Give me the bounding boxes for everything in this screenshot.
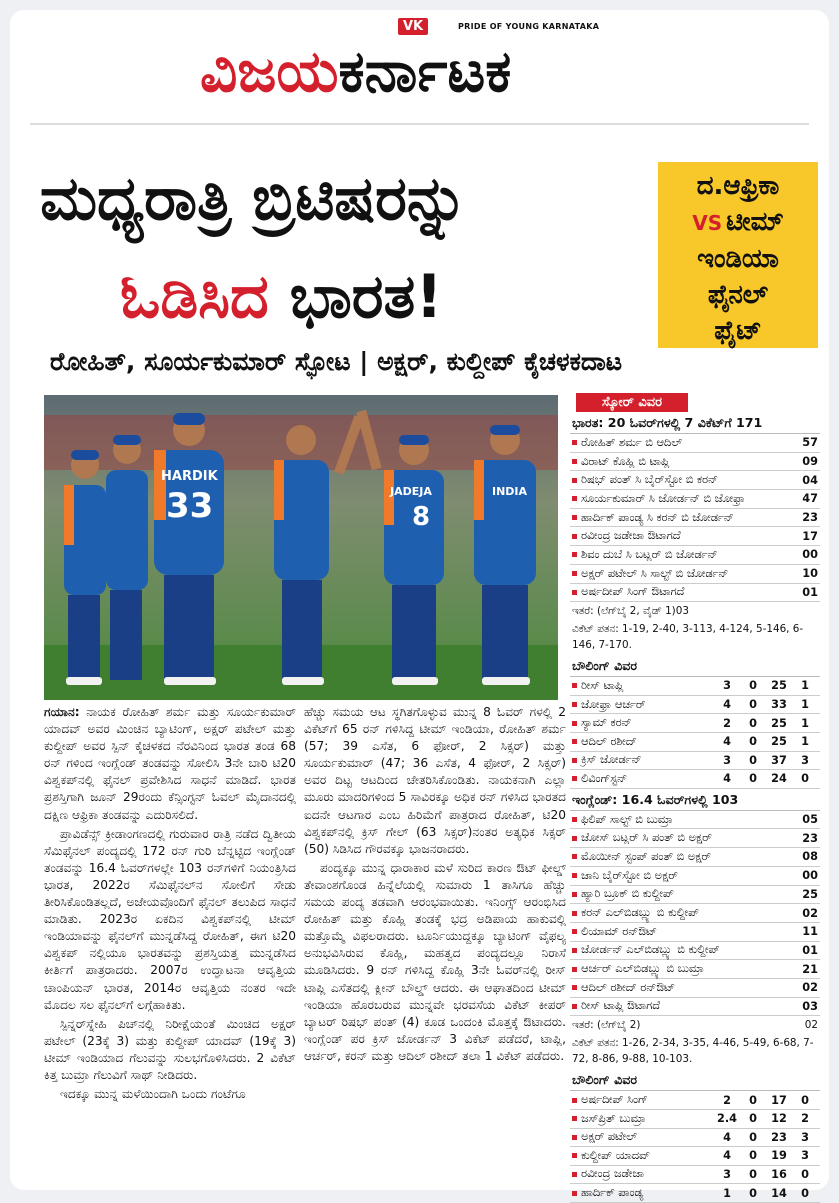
vk-badge: VK <box>398 18 428 35</box>
runs-conceded: 23 <box>771 1130 787 1144</box>
india-innings-heading <box>570 412 820 434</box>
final-box-team-2-line <box>658 204 818 241</box>
bowling-row <box>570 1129 820 1148</box>
maidens: 0 <box>749 716 757 730</box>
bowler-name: ಆದಿಲ್ ರಶೀದ್ <box>572 735 714 749</box>
india-bowling-list <box>570 1091 820 1203</box>
masthead <box>10 10 829 125</box>
wickets: 1 <box>801 735 809 749</box>
runs-conceded: 19 <box>771 1149 787 1163</box>
bowler-name: ಜೋಫ್ರಾ ಆರ್ಚರ್ <box>572 698 714 712</box>
england-fall-of-wickets: ವಿಕೆಟ್ ಪತನ: 1-26, 2-34, 3-35, 4-46, 5-49, 6-68, 7-72, 8-86, 9-88, 10-103. <box>572 1037 814 1066</box>
india-fall-of-wickets: ವಿಕೆಟ್ ಪತನ: 1-19, 2-40, 3-113, 4-124, 5-146, 6-146, 7-170. <box>572 623 804 652</box>
bowling-row <box>570 677 820 696</box>
batter-runs: 02 <box>802 981 818 995</box>
overs: 4 <box>723 772 731 786</box>
maidens: 0 <box>749 753 757 767</box>
wickets: 1 <box>801 679 809 693</box>
batter-name: ರಿಷಭ್ ಪಂತ್ ಸಿ ಬೈರ್‌ಸ್ಟೋ ಬಿ ಕರನ್ <box>572 473 718 487</box>
batter-runs: 00 <box>802 869 818 883</box>
england-bowling-heading: ಬೌಲಿಂಗ್ ವಿವರ <box>570 654 820 677</box>
batting-row <box>570 527 820 546</box>
batter-runs: 23 <box>802 511 818 525</box>
final-fight-box <box>658 162 818 348</box>
maidens: 0 <box>749 679 757 693</box>
batting-row <box>570 886 820 905</box>
bowling-row <box>570 714 820 733</box>
batting-row <box>570 960 820 979</box>
bowler-name: ಹಾರ್ದಿಕ್ ಪಾಂಡ್ಯ <box>572 1186 714 1200</box>
article-column-1 <box>44 704 296 1105</box>
overs: 2 <box>723 716 731 730</box>
batter-name: ಆರ್ಚರ್ ಎಲ್‌ಬಿಡಬ್ಲ್ಯು ಬಿ ಬುಮ್ರಾ <box>572 962 704 976</box>
wickets: 3 <box>801 1149 809 1163</box>
batting-row <box>570 923 820 942</box>
bowling-row <box>570 733 820 752</box>
batting-row <box>570 998 820 1017</box>
scorecard <box>570 393 820 1203</box>
batter-runs: 05 <box>802 813 818 827</box>
runs-conceded: 25 <box>771 716 787 730</box>
jersey-name-hardik: HARDIK <box>161 469 218 484</box>
overs: 4 <box>723 1130 731 1144</box>
bowling-row <box>570 1091 820 1110</box>
india-extras: ಇತರೆ: (ಲೆಗ್‌ಬೈ 2, ವೈಡ್ 1)03 <box>572 605 689 618</box>
england-bowling-list <box>570 677 820 789</box>
batter-runs: 09 <box>802 455 818 469</box>
bowler-name: ಲಿವಿಂಗ್‌ಸ್ಟನ್ <box>572 772 714 786</box>
runs-conceded: 16 <box>771 1167 787 1181</box>
batter-name: ಸೂರ್ಯಕುಮಾರ್ ಸಿ ಜೋರ್ಡನ್ ಬಿ ಜೋಫ್ರಾ <box>572 492 745 506</box>
article-paragraph: ಹೆಚ್ಚು ಸಮಯ ಆಟ ಸ್ಥಗಿತಗೊಳ್ಳುವ ಮುನ್ನ 8 ಓವರ್ ಗಳಲ್ಲಿ 2 ವಿಕೆಟ್‌ಗೆ 65 ರನ್ ಗಳಿಸಿದ್ದ ಟೀಮ್ ಇಂಡಿಯಾ, ರೋಹಿತ್ ಶರ್ಮ (57; 39 ಎಸೆತ, 6 ಫೋರ್, 2 ಸಿಕ್ಸರ್) ಮತ್ತು ಸೂರ್ಯಕುಮಾರ್ (47; 36 ಎಸೆತ, 4 ಫೋರ್, 2 ಸಿಕ್ಸರ್) ಅವರ ದಿಟ್ಟ ಆಟದಿಂದ ಚೇತರಿಸಿಕೊಂಡಿತು. ನಾಯಕನಾಗಿ ಎಲ್ಲಾ ಮೂರು ಮಾದರಿಗಳಿಂದ 5 ಸಾವಿರಕ್ಕೂ ಅಧಿಕ ರನ್ ಗಳಿಸಿದ ಭಾರತದ ಐದನೇ ಆಟಗಾರ ಎಂಬ ಹಿರಿಮೆಗೆ ಪಾತ್ರರಾದ ರೋಹಿತ್, ಟಿ20 ವಿಶ್ವಕಪ್‌ನಲ್ಲಿ ಕ್ರಿಸ್ ಗೇಲ್ (63 ಸಿಕ್ಸರ್)ನಂತರ ಅತ್ಯಧಿಕ ಸಿಕ್ಸರ್ (50) ಸಿಡಿಸಿದ ಗೌರವಕ್ಕೂ ಭಾಜನರಾದರು. <box>304 705 566 856</box>
wickets: 0 <box>801 1186 809 1200</box>
jersey-number-8: 8 <box>412 502 431 532</box>
batter-name: ರೋಹಿತ್ ಶರ್ಮ ಬಿ ಆದಿಲ್ <box>572 436 682 450</box>
batter-name: ಆದಿಲ್ ರಶೀದ್ ರನ್‌ಔಟ್ <box>572 981 675 995</box>
batter-name: ಅಕ್ಷರ್ ಪಟೇಲ್ ಸಿ ಸಾಲ್ಟ್ ಬಿ ಜೋರ್ಡನ್ <box>572 567 728 581</box>
england-extras <box>570 1016 820 1034</box>
vs-label: VS <box>692 211 723 235</box>
batter-name: ಹ್ಯಾರಿ ಬ್ರೂಕ್ ಬಿ ಕುಲ್ದೀಪ್ <box>572 887 674 901</box>
batting-row <box>570 471 820 490</box>
runs-conceded: 12 <box>771 1112 787 1126</box>
newspaper-page <box>10 10 829 1200</box>
england-extras-label: ಇತರೆ: (ಲೆಗ್‌ಬೈ 2) <box>572 1019 641 1032</box>
india-batting-list <box>570 434 820 602</box>
maidens: 0 <box>749 772 757 786</box>
maidens: 0 <box>749 1167 757 1181</box>
runs-conceded: 25 <box>771 679 787 693</box>
wickets: 2 <box>801 1112 809 1126</box>
overs: 3 <box>723 679 731 693</box>
final-box-final: ಫೈನಲ್ <box>707 280 769 310</box>
bowling-row <box>570 696 820 715</box>
batter-runs: 21 <box>802 962 818 976</box>
batter-name: ಶಿವಂ ದುಬೆ ಸಿ ಬಟ್ಲರ್ ಬಿ ಜೋರ್ಡನ್ <box>572 548 718 562</box>
runs-conceded: 24 <box>771 772 787 786</box>
overs: 4 <box>723 698 731 712</box>
overs: 3 <box>723 1167 731 1181</box>
batting-row <box>570 509 820 528</box>
batting-row <box>570 565 820 584</box>
batter-runs: 47 <box>802 492 818 506</box>
bowler-name: ಜಸ್‌ಪ್ರಿತ್ ಬುಮ್ರಾ <box>572 1112 714 1126</box>
runs-conceded: 25 <box>771 735 787 749</box>
logo-part-1: ವಿಜಯ <box>200 37 339 105</box>
batter-name: ಹಾರ್ದಿಕ್ ಪಾಂಡ್ಯ ಸಿ ಕರನ್ ಬಿ ಜೋರ್ಡನ್ <box>572 511 734 525</box>
maidens: 0 <box>749 1112 757 1126</box>
batter-runs: 01 <box>802 943 818 957</box>
bowling-row <box>570 770 820 789</box>
runs-conceded: 37 <box>771 753 787 767</box>
team-celebration-photo <box>44 395 558 700</box>
final-box-team-2: ಟೀಮ್ <box>726 207 784 237</box>
article-paragraph <box>44 704 296 824</box>
bowler-name: ಅಕ್ಷರ್ ಪಟೇಲ್ <box>572 1130 714 1144</box>
headline-line-2 <box>120 258 650 336</box>
batter-runs: 57 <box>802 436 818 450</box>
batter-runs: 23 <box>802 831 818 845</box>
batter-name: ಅರ್ಷದೀಪ್ ಸಿಂಗ್ ಔಟಾಗದೆ <box>572 585 684 599</box>
maidens: 0 <box>749 1093 757 1107</box>
batter-name: ವಿರಾಟ್ ಕೊಹ್ಲಿ ಬಿ ಟಾಪ್ಲಿ <box>572 455 670 469</box>
photo-illustration <box>44 395 558 700</box>
masthead-divider <box>30 123 809 125</box>
article-paragraph: ಪಂದ್ಯಕ್ಕೂ ಮುನ್ನ ಧಾರಾಕಾರ ಮಳೆ ಸುರಿದ ಕಾರಣ ಔಟ್ ಫೀಲ್ಡ್ ತೇವಾಂಶಗೊಂಡ ಹಿನ್ನೆಲೆಯಲ್ಲಿ ಸುಮಾರು 1 ತಾಸಿಗೂ ಹೆಚ್ಚು ಸಮಯ ಪಂದ್ಯ ತಡವಾಗಿ ಆರಂಭವಾಯಿತು. ಇನಿಂಗ್ಸ್ ಆರಂಭಿಸಿದ ರೋಹಿತ್ ಮತ್ತು ಕೊಹ್ಲಿ ತಂಡಕ್ಕೆ ಭದ್ರ ಅಡಿಪಾಯ ಹಾಕುವಲ್ಲಿ ಮತ್ತೊಮ್ಮೆ ವಿಫಲರಾದರು. ಟೂರ್ನಿಯುದ್ದಕ್ಕೂ ಬ್ಯಾಟಿಂಗ್ ವೈಫಲ್ಯ ಅನುಭವಿಸಿರುವ ಕೊಹ್ಲಿ, ಮಹತ್ವದ ಪಂದ್ಯದಲ್ಲೂ ನಿರಾಸೆ ಮೂಡಿಸಿದರು. 9 ರನ್ ಗಳಿಸಿದ್ದ ಕೊಹ್ಲಿ 3ನೇ ಓವರ್‌ನಲ್ಲಿ ರೀಸ್ ಟಾಪ್ಲಿ ಎಸೆತದಲ್ಲಿ ಕ್ಲೀನ್ ಬೌಲ್ಡ್ ಆದರು. ಈ ಆಘಾತದಿಂದ ಟೀಮ್ ಇಂಡಿಯಾ ಹೊರಬರುವ ಮುನ್ನವೇ ಭರವಸೆಯ ವಿಕೆಟ್ ಕೀಪರ್ ಬ್ಯಾಟರ್ ರಿಷಭ್ ಪಂತ್ (4) ಕೂಡ ಒಂದಂಕಿ ಮೊತ್ತಕ್ಕೆ ಔಟಾದರು. ಇಂಗ್ಲೆಂಡ್ ಪರ ಕ್ರಿಸ್ ಜೋರ್ಡನ್ 3 ವಿಕೆಟ್ ಪಡೆದರೆ, ಟಾಪ್ಲಿ, ಆರ್ಚರ್, ಕರನ್ ಮತ್ತು ಆದಿಲ್ ರಶೀದ್ ತಲಾ 1 ವಿಕೆಟ್ ಪಡೆದರು. <box>304 860 566 1063</box>
batter-name: ರೀಸ್ ಟಾಪ್ಲಿ ಔಟಾಗದೆ <box>572 999 660 1013</box>
maidens: 0 <box>749 1186 757 1200</box>
england-innings-text: ಇಂಗ್ಲೆಂಡ್: 16.4 ಓವರ್‌ಗಳಲ್ಲಿ 103 <box>572 791 739 807</box>
overs: 1 <box>723 1186 731 1200</box>
article-paragraph: ಪ್ರಾವಿಡೆನ್ಸ್ ಕ್ರೀಡಾಂಗಣದಲ್ಲಿ ಗುರುವಾರ ರಾತ್ರಿ ನಡೆದ ದ್ವಿತೀಯ ಸೆಮಿಫೈನಲ್ ಪಂದ್ಯದಲ್ಲಿ 172 ರನ್ ಗುರಿ ಬೆನ್ನಟ್ಟಿದ ಇಂಗ್ಲೆಂಡ್ ತಂಡವನ್ನು 16.4 ಓವರ್‌ಗಳಲ್ಲೇ 103 ರನ್‌ಗಳಿಗೆ ನಿಯಂತ್ರಿಸಿದ ಭಾರತ, 2022ರ ಸೆಮಿಫೈನಲ್‌ನ ಸೋಲಿಗೆ ಸೇಡು ತೀರಿಸಿಕೊಂಡಿತಲ್ಲದೆ, ಅಜೇಯವೊಂದಿಗೆ ಫೈನಲ್ ತಲುಪಿದ ಸಾಧನೆ ಮಾಡಿತು. 2023ರ ಏಕದಿನ ವಿಶ್ವಕಪ್‌ನಲ್ಲಿ ಟೀಮ್ ಇಂಡಿಯಾವನ್ನು ಫೈನಲ್‌ಗೆ ಮುನ್ನಡೆಸಿದ್ದ ರೋಹಿತ್, ಈಗ ಟಿ20 ವಿಶ್ವಕಪ್ ನಲ್ಲಿಯೂ ಭಾರತವನ್ನು ಪ್ರಶಸ್ತಿಯತ್ತ ಮುನ್ನಡೆಸಿದ ಕೀರ್ತಿಗೆ ಪಾತ್ರರಾದರು. 2007ರ ಉದ್ಘಾಟನಾ ಆವೃತ್ತಿಯ ಚಾಂಪಿಯನ್ ಭಾರತ, 2014ರ ಆವೃತ್ತಿಯ ನಂತರ ಇದೇ ಮೊದಲ ಸಲ ಫೈನಲ್‌ಗೆ ಲಗ್ಗೆಹಾಕಿತು. <box>44 826 296 1012</box>
headline-line-1: ಮಧ್ಯರಾತ್ರಿ ಬ್ರಿಟಿಷರನ್ನು <box>40 164 468 234</box>
batting-row <box>570 546 820 565</box>
maidens: 0 <box>749 698 757 712</box>
wickets: 1 <box>801 716 809 730</box>
newspaper-logo <box>200 36 640 106</box>
batter-name: ರವೀಂದ್ರ ಜಡೇಜಾ ಔಟಾಗದೆ <box>572 529 681 543</box>
batting-row <box>570 490 820 509</box>
bowling-row <box>570 1110 820 1129</box>
paragraph-text: ನಾಯಕ ರೋಹಿತ್ ಶರ್ಮ ಮತ್ತು ಸೂರ್ಯಕುಮಾರ್ ಯಾದವ್ ಅವರ ಮಿಂಚಿನ ಬ್ಯಾಟಿಂಗ್, ಅಕ್ಷರ್ ಪಟೇಲ್ ಮತ್ತು ಕುಲ್ದೀಪ್ ಅವರ ಸ್ಪಿನ್ ಕೈಚಳಕದ ನೆರವಿನಿಂದ ಭಾರತ ತಂಡ 68 ರನ್ ಗಳಿಂದ ಇಂಗ್ಲೆಂಡ್ ತಂಡವನ್ನು ಸೋಲಿಸಿ 3ನೇ ಬಾರಿ ಟಿ20 ವಿಶ್ವಕಪ್‌ನಲ್ಲಿ ಫೈನಲ್ ಪ್ರವೇಶಿಸಿದ ಸಾಧನೆ ಮಾಡಿದೆ. ಭಾರತ ಪ್ರಶಸ್ತಿಗಾಗಿ ಜೂನ್ 29ರಂದು ಕೆನ್ಸಿಂಗ್ಟನ್ ಓವಲ್ ಮೈದಾನದಲ್ಲಿ ದಕ್ಷಿಣ ಆಫ್ರಿಕಾ ತಂಡವನ್ನು ಎದುರಿಸಲಿದೆ. <box>44 705 296 822</box>
batter-name: ಜೋಸ್ ಬಟ್ಲರ್ ಸಿ ಪಂತ್ ಬಿ ಅಕ್ಷರ್ <box>572 831 712 845</box>
batter-name: ಜೋರ್ಡನ್ ಎಲ್‌ಬಿಡಬ್ಲ್ಯು ಬಿ ಕುಲ್ದೀಪ್ <box>572 943 720 957</box>
maidens: 0 <box>749 735 757 749</box>
overs: 4 <box>723 735 731 749</box>
logo-part-2: ಕರ್ನಾಟಕ <box>338 37 512 105</box>
bowling-row <box>570 1166 820 1185</box>
batting-row <box>570 867 820 886</box>
headline-black-word: ಭಾರತ! <box>289 262 443 332</box>
batting-row <box>570 453 820 472</box>
batter-runs: 17 <box>802 529 818 543</box>
bowler-name: ಕುಲ್ದೀಪ್ ಯಾದವ್ <box>572 1149 714 1163</box>
article-column-2 <box>304 704 566 1067</box>
batting-row <box>570 434 820 453</box>
bowler-name: ರವೀಂದ್ರ ಜಡೇಜಾ <box>572 1167 714 1181</box>
overs: 2 <box>723 1093 731 1107</box>
india-bowling-heading: ಬೌಲಿಂಗ್ ವಿವರ <box>570 1068 820 1091</box>
batter-runs: 00 <box>802 548 818 562</box>
wickets: 0 <box>801 1167 809 1181</box>
batter-name: ಜಾನಿ ಬೈರ್‌ಸ್ಟೋ ಬಿ ಅಕ್ಷರ್ <box>572 869 678 883</box>
wickets: 1 <box>801 698 809 712</box>
final-box-fight: ಫೈಟ್ <box>714 316 762 346</box>
dateline: ಗಯಾನ: <box>44 705 80 719</box>
bowler-name: ಸ್ಯಾಮ್ ಕರನ್ <box>572 716 714 730</box>
batting-row <box>570 904 820 923</box>
bowler-name: ಕ್ರಿಸ್ ಜೋರ್ಡನ್ <box>572 753 714 767</box>
batter-name: ಲಿಯಾಮ್ ರನ್‌ಔಟ್ <box>572 925 657 939</box>
final-box-team-2b: ಇಂಡಿಯಾ <box>697 244 779 274</box>
article-paragraph: ಇದಕ್ಕೂ ಮುನ್ನ ಮಳೆಯಿಂದಾಗಿ ಒಂದು ಗಂಟೆಗೂ <box>60 1087 246 1102</box>
batter-runs: 03 <box>802 999 818 1013</box>
england-batting-list <box>570 811 820 1017</box>
batter-runs: 04 <box>802 473 818 487</box>
runs-conceded: 17 <box>771 1093 787 1107</box>
india-innings-text: ಭಾರತ: 20 ಓವರ್‌ಗಳಲ್ಲಿ 7 ವಿಕೆಟ್‌ಗೆ 171 <box>572 415 763 430</box>
batter-name: ಫಿಲಿಪ್ ಸಾಲ್ಟ್ ಬಿ ಬುಮ್ರಾ <box>572 813 673 827</box>
batting-row <box>570 942 820 961</box>
runs-conceded: 14 <box>771 1186 787 1200</box>
batting-row <box>570 848 820 867</box>
batting-row <box>570 829 820 848</box>
headline-red-word: ಓಡಿಸಿದ <box>120 262 269 332</box>
england-extras-runs: 02 <box>804 1019 818 1032</box>
batting-row <box>570 584 820 603</box>
jersey-number-33: 33 <box>166 486 214 526</box>
jersey-name-jadeja: JADEJA <box>390 485 432 498</box>
batter-name: ಮೊಯೀನ್ ಸ್ಟಂಪ್ ಪಂತ್ ಬಿ ಅಕ್ಷರ್ <box>572 850 711 864</box>
masthead-tagline: PRIDE OF YOUNG KARNATAKA <box>458 22 600 31</box>
runs-conceded: 33 <box>771 698 787 712</box>
wickets: 0 <box>801 772 809 786</box>
subheadline: ರೋಹಿತ್, ಸೂರ್ಯಕುಮಾರ್ ಸ್ಫೋಟ | ಅಕ್ಷರ್, ಕುಲ್ದೀಪ್ ಕೈಚಳಕದಾಟ <box>50 347 623 376</box>
batter-runs: 10 <box>802 567 818 581</box>
wickets: 0 <box>801 1093 809 1107</box>
batter-runs: 02 <box>802 906 818 920</box>
batting-row <box>570 811 820 830</box>
bowling-row <box>570 752 820 771</box>
overs: 2.4 <box>716 1112 737 1126</box>
article-paragraph: ಸ್ಪಿನ್ನರ್‌ಸ್ನೇಹಿ ಪಿಚ್‌ನಲ್ಲಿ ನಿರೀಕ್ಷೆಯಂತೆ ಮಿಂಚಿದ ಅಕ್ಷರ್ ಪಟೇಲ್ (23ಕ್ಕೆ 3) ಮತ್ತು ಕುಲ್ದೀಪ್ ಯಾದವ್ (19ಕ್ಕೆ 3) ಟೀಮ್ ಇಂಡಿಯಾದ ಗೆಲುವನ್ನು ಸುಲಭಗೊಳಿಸಿದರು. 2 ವಿಕೆಟ್ ಕಿತ್ತ ಬುಮ್ರಾ ಗೆಲುವಿಗೆ ಸಾಥ್ ನೀಡಿದರು. <box>44 1016 296 1082</box>
batter-runs: 11 <box>802 925 818 939</box>
scorecard-title: ಸ್ಕೋರ್ ವಿವರ <box>576 393 688 412</box>
overs: 4 <box>723 1149 731 1163</box>
final-box-team-1: ದ.ಆಫ್ರಿಕಾ <box>696 171 780 201</box>
batter-runs: 25 <box>802 887 818 901</box>
maidens: 0 <box>749 1130 757 1144</box>
batter-name: ಕರನ್ ಎಲ್‌ಬಿಡಬ್ಲ್ಯು ಬಿ ಕುಲ್ದೀಪ್ <box>572 906 699 920</box>
maidens: 0 <box>749 1149 757 1163</box>
wickets: 3 <box>801 753 809 767</box>
bowling-row <box>570 1184 820 1203</box>
bowler-name: ಅರ್ಷದೀಪ್ ಸಿಂಗ್ <box>572 1093 714 1107</box>
batter-runs: 08 <box>802 850 818 864</box>
batter-runs: 01 <box>802 585 818 599</box>
england-innings-heading <box>570 789 820 811</box>
bowler-name: ರೀಸ್ ಟಾಪ್ಲಿ <box>572 679 714 693</box>
wickets: 3 <box>801 1130 809 1144</box>
overs: 3 <box>723 753 731 767</box>
bowling-row <box>570 1147 820 1166</box>
batting-row <box>570 979 820 998</box>
jersey-chest-india: INDIA <box>492 485 528 498</box>
